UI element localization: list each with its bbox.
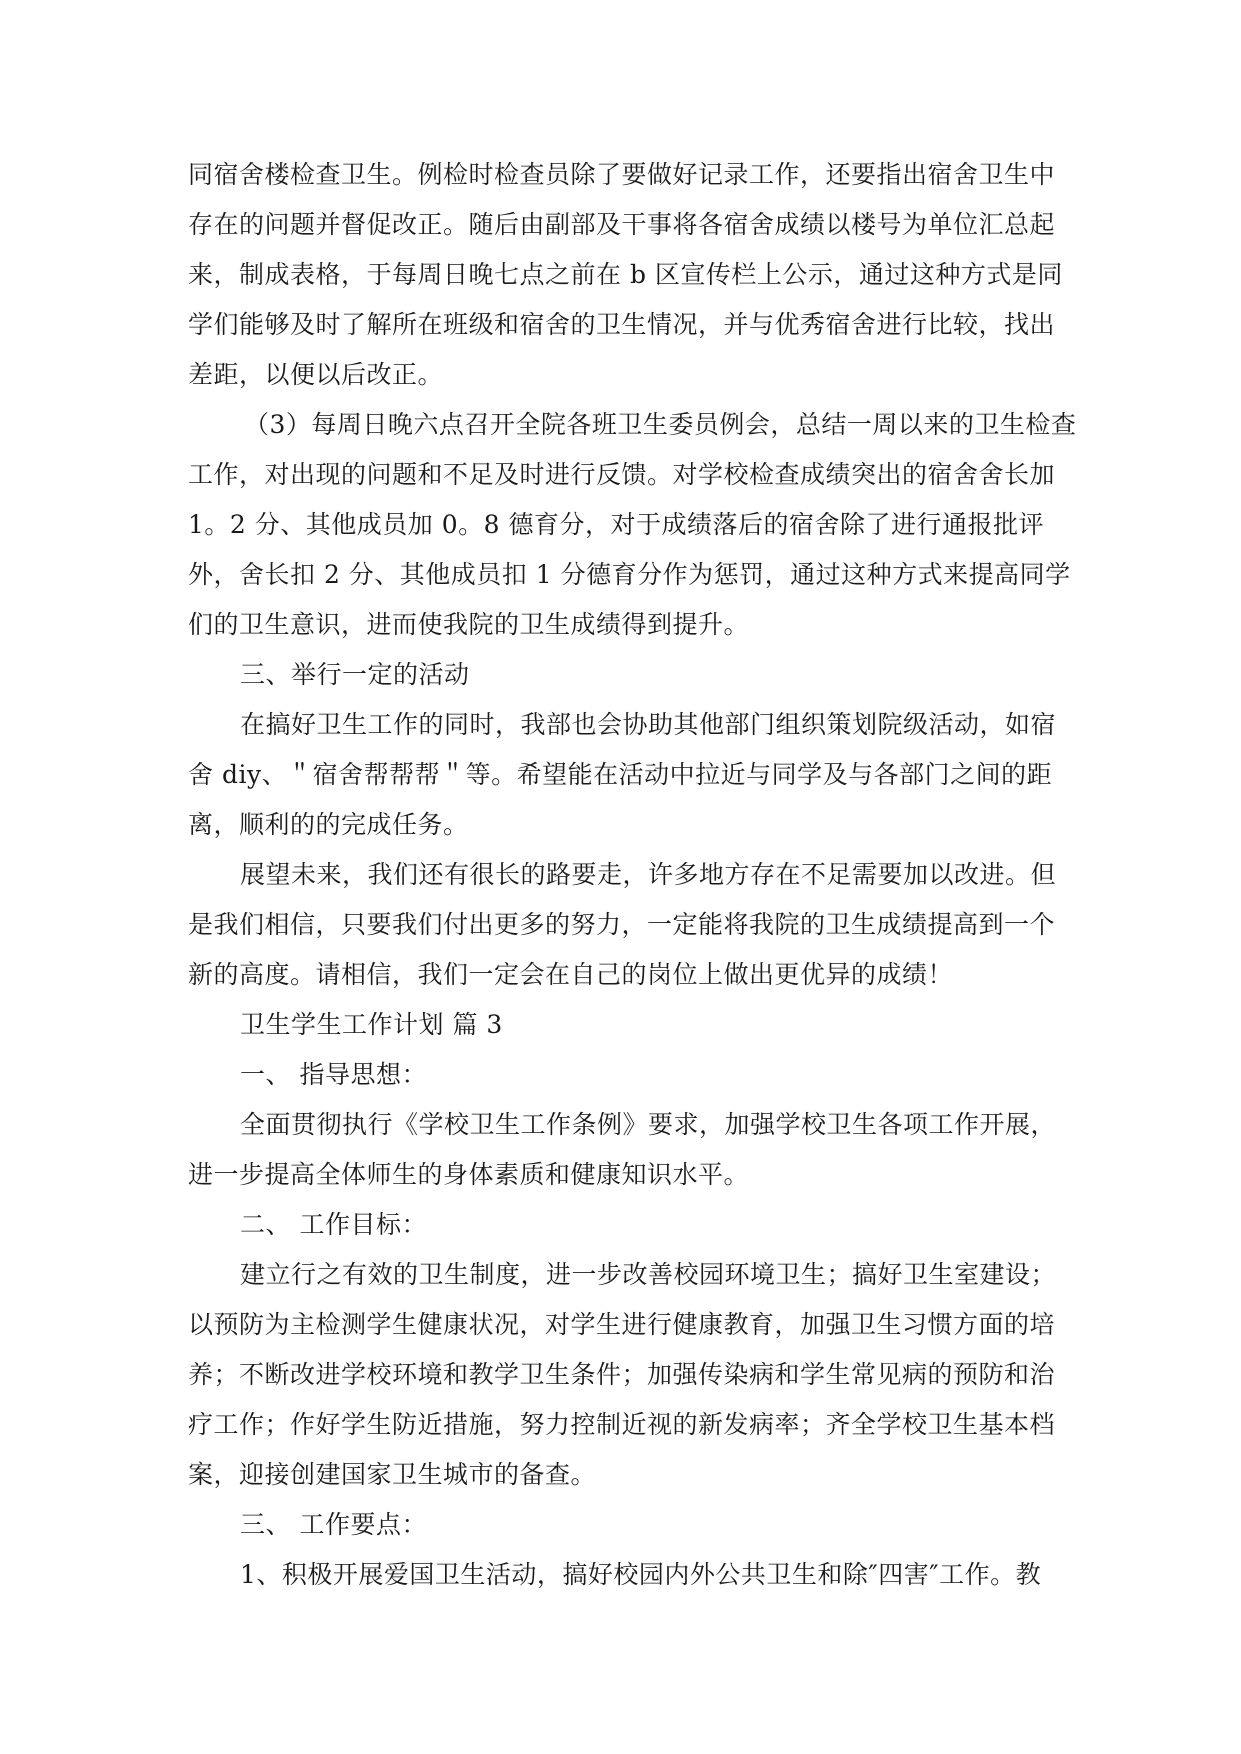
text-line: 工作，对出现的问题和不足及时进行反馈。对学校检查成绩突出的宿舍舍长加 <box>188 460 1056 489</box>
text-line: 建立行之有效的卫生制度，进一步改善校园环境卫生；搞好卫生室建设； <box>240 1260 1057 1289</box>
text-line: 外，舍长扣 2 分、其他成员扣 1 分德育分作为惩罚，通过这种方式来提高同学 <box>188 560 1071 589</box>
text-line: 1、积极开展爱国卫生活动，搞好校园内外公共卫生和除″四害″工作。教 <box>240 1560 1042 1589</box>
text-line: 同宿舍楼检查卫生。例检时检查员除了要做好记录工作，还要指出宿舍卫生中 <box>188 160 1056 189</box>
text-line: 案，迎接创建国家卫生城市的备查。 <box>188 1460 597 1489</box>
text-line: 展望未来，我们还有很长的路要走，许多地方存在不足需要加以改进。但 <box>240 860 1057 889</box>
section-heading: 三、 工作要点： <box>240 1510 427 1539</box>
text-line: 在搞好卫生工作的同时，我部也会协助其他部门组织策划院级活动，如宿 <box>240 710 1057 739</box>
text-line: 新的高度。请相信，我们一定会在自己的岗位上做出更优异的成绩！ <box>188 960 954 989</box>
text-line: 全面贯彻执行《学校卫生工作条例》要求，加强学校卫生各项工作开展， <box>240 1110 1057 1139</box>
text-line: 学们能够及时了解所在班级和宿舍的卫生情况，并与优秀宿舍进行比较，找出 <box>188 310 1056 339</box>
section-heading: 三、举行一定的活动 <box>240 660 470 689</box>
text-line: 差距，以便以后改正。 <box>188 360 444 389</box>
text-line: 离，顺利的的完成任务。 <box>188 810 469 839</box>
text-line: 舍 diy、＂宿舍帮帮帮＂等。希望能在活动中拉近与同学及与各部门之间的距 <box>188 760 1053 789</box>
section-heading: 二、 工作目标： <box>240 1210 427 1239</box>
text-line: 们的卫生意识，进而使我院的卫生成绩得到提升。 <box>188 610 750 639</box>
text-line: 是我们相信，只要我们付出更多的努力，一定能将我院的卫生成绩提高到一个 <box>188 910 1056 939</box>
text-line: 养；不断改进学校环境和教学卫生条件；加强传染病和学生常见病的预防和治 <box>188 1360 1056 1389</box>
section-title: 卫生学生工作计划 篇 3 <box>240 1010 503 1039</box>
section-heading: 一、 指导思想： <box>240 1060 427 1089</box>
text-line: 来，制成表格，于每周日晚七点之前在 b 区宣传栏上公示，通过这种方式是同 <box>188 260 1063 289</box>
text-line: 疗工作；作好学生防近措施，努力控制近视的新发病率；齐全学校卫生基本档 <box>188 1410 1056 1439</box>
text-line: 以预防为主检测学生健康状况，对学生进行健康教育，加强卫生习惯方面的培 <box>188 1310 1056 1339</box>
text-line: 1。2 分、其他成员加 0。8 德育分，对于成绩落后的宿舍除了进行通报批评 <box>188 510 1044 539</box>
text-line: （3）每周日晚六点召开全院各班卫生委员例会，总结一周以来的卫生检查 <box>244 410 1077 439</box>
text-line: 进一步提高全体师生的身体素质和健康知识水平。 <box>188 1160 750 1189</box>
text-line: 存在的问题并督促改正。随后由副部及干事将各宿舍成绩以楼号为单位汇总起 <box>188 210 1056 239</box>
